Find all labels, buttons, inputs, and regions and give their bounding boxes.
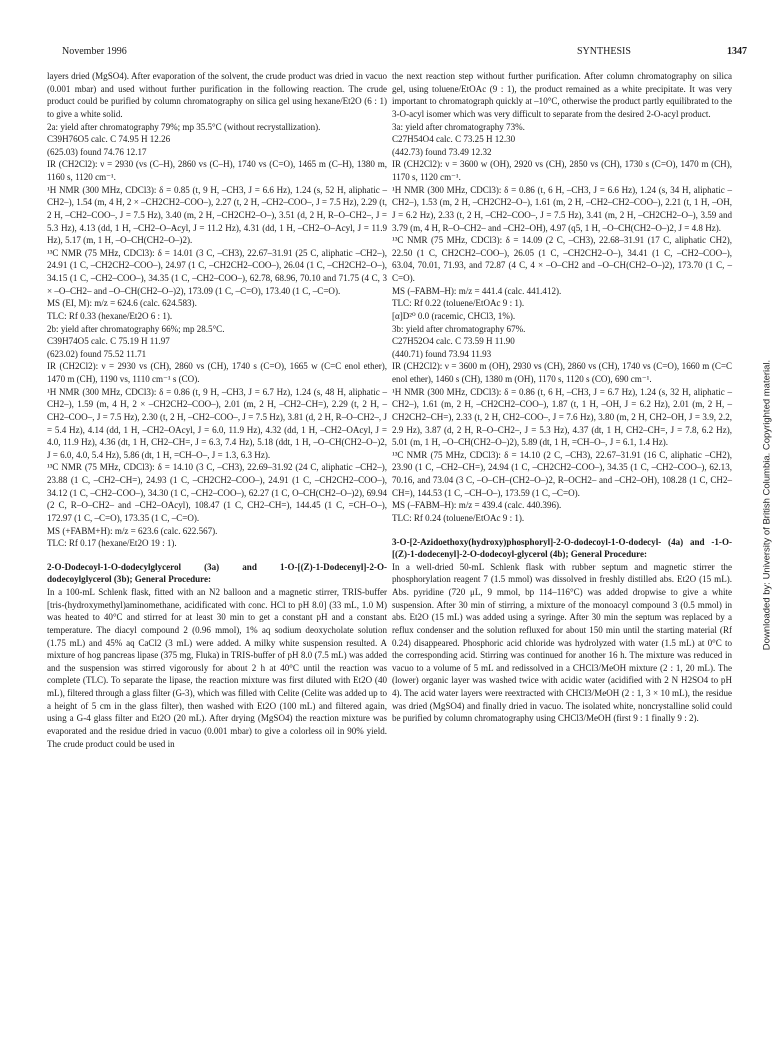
download-watermark-text: Downloaded by: University of British Columbia. Copyrighted material.: [761, 359, 773, 651]
paragraph: the next reaction step without further purification. After column chromatography on silica gel, using toluene/EtOAc (9 : 1), the product remained as a white precipitate. It was very important to chromatograph quickly at –10°C, otherwise the product partly equilibrated to the 3-O-acyl isomer which was very difficult to separate from the desired 2-O-acyl product.: [392, 71, 732, 119]
analysis-line: C39H76O5 calc. C 74.95 H 12.26: [47, 134, 171, 145]
ir-data: IR (CH2Cl2): ν = 2930 vs (CH), 2860 vs (CH), 1740 s (C=O), 1665 w (C=C enol ether), 1470 m (CH), 1190 vs, 1110 cm⁻¹ s (CO).: [47, 361, 387, 384]
paragraph: 2a: yield after chromatography 79%; mp 35.5°C (without recrystallization).: [47, 121, 321, 132]
ms-data: MS (–FABM–H): m/z = 441.4 (calc. 441.412).: [392, 285, 562, 296]
nmr-13c-data: ¹³C NMR (75 MHz, CDCl3): δ = 14.10 (2 C, –CH3), 22.67–31.91 (16 C, aliphatic –CH2), 23.90 (1 C, –CH2–CH=), 24.94 (1 C, –CH2CH2–COO–), 34.35 (1 C, –CH2–COO–), 62.13, 70.16, and 73.04 (3 C, –O–CH–(CH2–O–)2, R–OCH2– and –CH2–OH), 108.28 (1 C, CH2–CH=), 144.53 (1 C, –CH–O–), 173.59 (1 C, –C=O).: [392, 449, 732, 498]
page-number: 1347: [727, 46, 747, 57]
analysis-line: C27H52O4 calc. C 73.59 H 11.90: [392, 336, 515, 347]
paragraph: 2b: yield after chromatography 66%; mp 28.5°C.: [47, 323, 225, 334]
nmr-1h-data: ¹H NMR (300 MHz, CDCl3): δ = 0.85 (t, 9 H, –CH3, J = 6.6 Hz), 1.24 (s, 52 H, aliphatic –CH2–), 1.54 (m, 4 H, 2 × –CH2CH2–COO–), 2.27 (t, 2 H, –CH2–COO–, J = 7.5 Hz), 2.29 (t, 2 H, –CH2–COO–, J = 7.5 Hz), 3.40 (m, 2 H, –CH2CH2–O–), 3.51 (d, 2 H, R–O–CH2–, J = 5.3 Hz), 4.13 (dd, 1 H, –CH2–O–Acyl, J = 11.2 Hz), 4.31 (dd, 1 H, –CH2–O–Acyl, J = 11.9 Hz), 5.17 (m, 1 H, –O–CH(CH2–O–)2).: [47, 184, 387, 246]
nmr-13c-data: ¹³C NMR (75 MHz, CDCl3): δ = 14.10 (3 C, –CH3), 22.69–31.92 (24 C, aliphatic –CH2–), 23.88 (1 C, –CH2–CH=), 24.93 (1 C, –CH2CH2–COO–), 24.91 (1 C, –CH2CH2–COO–), 34.12 (1 C, –CH2–COO–), 34.30 (1 C, –CH2–COO–), 62.27 (1 C, O–CH(CH2–O–)2), 69.94 (2 C, R–O–CH2– and –CH2–OAcyl), 108.47 (1 C, CH2–CH=), 144.45 (1 C, =CH–O–), 172.97 (1 C, –C=O), 173.35 (1 C, –C=O).: [47, 462, 387, 523]
analysis-line: C39H74O5 calc. C 75.19 H 11.97: [47, 336, 170, 347]
ms-data: MS (–FABM–H): m/z = 439.4 (calc. 440.396).: [392, 500, 562, 511]
download-watermark: [762, 325, 772, 685]
right-column: [392, 70, 732, 725]
tlc-data: TLC: Rf 0.22 (toluene/EtOAc 9 : 1).: [392, 298, 525, 309]
procedure-paragraph: In a well-dried 50-mL Schlenk flask with rubber septum and magnetic stirrer the phosphorylation reagent 7 (1.5 mmol) was dissolved in freshly distilled abs. Et2O (15 mL). Abs. pyridine (720 μL, 9 mmol, bp 114–116°C) was added dropwise to give a white suspension. After 30 min of stirring, a mixture of the monoacyl compound 3 (0.5 mmol) in abs. Et2O (15 mL) was added using a syringe. After 30 min the septum was replaced by a reflux condenser and the solution refluxed for about 150 min until the starting material (Rf 0.24) disappeared. Phosphoric acid chloride was hydrolyzed with water (1.5 mL) at 0°C to the corresponding acid. Stirring was continued for another 16 h. The mixture was reduced in vacuo to a volume of 5 mL and redissolved in a CHCl3/MeOH mixture (2 : 1, 20 mL). The (lower) organic layer was washed twice with acidic water (acidified with 2 N H2SO4 to pH 4). The acid water layers were reextracted with CHCl3/MeOH (2 : 1, 3 × 10 mL), the residue was dried (MgSO4) and finally dried in vacuo. The isolated white, noncrystalline solid could be purified by column chromatography using CHCl3/MeOH (first 9 : 1 finally 9 : 2).: [392, 561, 732, 724]
running-header-journal: SYNTHESIS: [577, 46, 631, 57]
procedure-paragraph: In a 100-mL Schlenk flask, fitted with an N2 balloon and a magnetic stirrer, TRIS-buffer [tris-(hydroxymethyl)aminomethane, acidificated with conc. HCl to pH 8.0] (33 mL, 1.0 M) was heated to 40°C and stirred for at least 30 min to get a constant pH and a constant temperature. The diacyl compound 2 (0.96 mmol), 1% aq sodium deoxycholate solution (1.75 mL) and 45% aq CaCl2 (3 mL) were added. A milky white suspension resulted. A mixture of hog pancreas lipase (375 mg, Fluka) in TRIS-buffer of pH 8.0 (7.5 mL) was added and the suspension was stirred vigorously for about 2 h at 40°C until the reaction was complete (TLC). To separate the lipase, the reaction mixture was first diluted with Et2O (40 mL), filtered through a glass filter (G-3), which was filled with Celite (Celite was added up to a height of 5 cm in the glass filter), then washed with Et2O (100 mL) and filtered again, using a G-4 glass filter and Et2O (20 mL). After drying (MgSO4) the reaction mixture was evaporated and the residue dried in vacuo (0.001 mbar) to give a colorless oil in 90% yield. The crude product could be used in: [47, 587, 387, 749]
analysis-line: C27H54O4 calc. C 73.25 H 12.30: [392, 134, 516, 145]
section-heading: 3-O-[2-Azidoethoxy(hydroxy)phosphoryl]-2-O-dodecoyl-1-O-dodecyl- (4a) and -1-O-[(Z)-1-dodecenyl]-2-O-dodecoyl-glycerol (4b); General Procedure:: [392, 536, 732, 560]
running-header-date: November 1996: [62, 46, 127, 57]
nmr-1h-data: ¹H NMR (300 MHz, CDCl3): δ = 0.86 (t, 6 H, –CH3, J = 6.6 Hz), 1.24 (s, 34 H, aliphatic –CH2–), 1.53 (m, 2 H, –CH2CH2–O–), 1.61 (m, 2 H, –CH2–CH2–COO–), 2.21 (t, 1 H, –OH, J = 6.2 Hz), 2.33 (t, 2 H, –CH2–COO–, J = 7.5 Hz), 3.41 (m, 2 H, –CH2CH2–O–), 3.59 and 3.79 (m, 4 H, R–O–CH2– and –CH2–OH), 4.97 (q5, 1 H, –O–CH(CH2–O–)2, J = 4.8 Hz).: [392, 184, 732, 233]
ir-data: IR (CH2Cl2): ν = 2930 (vs (C–H), 2860 vs (C–H), 1740 vs (C=O), 1465 m (C–H), 1380 m, 1160 s, 1120 cm⁻¹.: [47, 159, 387, 182]
ms-data: MS (EI, M): m/z = 624.6 (calc. 624.583).: [47, 298, 197, 309]
nmr-1h-data: ¹H NMR (300 MHz, CDCl3): δ = 0.86 (t, 9 H, –CH3, J = 6.7 Hz), 1.24 (s, 48 H, aliphatic –CH2–), 1.59 (m, 4 H, 2 × –CH2CH2–COO–), 2.01 (m, 2 H, –CH2–CH=), 2.29 (t, 2 H, –CH2–COO–, J = 7.5 Hz), 2.30 (t, 2 H, –CH2–COO–, J = 7.5 Hz), 3.81 (d, 2 H, R–O–CH2–, J = 5.4 Hz), 4.14 (dd, 1 H, –CH2–OAcyl, J = 6.0, 11.9 Hz), 4.32 (dd, 1 H, –CH2–OAcyl, J = 4.0, 11.9 Hz), 4.36 (dt, 1 H, CH2–CH=, J = 6.3, 7.4 Hz), 5.18 (ddt, 1 H, –O–CH(CH2–O–)2, J = 6.0, 4.0, 5.4 Hz), 5.86 (dt, 1 H, =CH–O–, J = 1.3, 6.3 Hz).: [47, 386, 387, 460]
tlc-data: TLC: Rf 0.33 (hexane/Et2O 6 : 1).: [47, 310, 173, 321]
tlc-data: TLC: Rf 0.17 (hexane/Et2O 19 : 1).: [47, 538, 177, 549]
nmr-13c-data: ¹³C NMR (75 MHz, CDCl3): δ = 14.09 (2 C, –CH3), 22.68–31.91 (17 C, aliphatic CH2), 22.50 (1 C, CH2CH2–COO–), 26.05 (1 C, –CH2CH2–O–), 34.41 (1 C, –CH2–COO–), 63.04, 70.01, 71.93, and 72.87 (4 C, 4 × –O–CH2 and –O–CH(CH2–O–)2), 173.70 (1 C, –C=O).: [392, 235, 732, 283]
optical-rotation: [α]D²⁰ 0.0 (racemic, CHCl3, 1%).: [392, 310, 516, 321]
analysis-line: (440.71) found 73.94 11.93: [392, 348, 492, 359]
left-column: [47, 70, 387, 750]
analysis-line: (442.73) found 73.49 12.32: [392, 146, 492, 157]
tlc-data: TLC: Rf 0.24 (toluene/EtOAc 9 : 1).: [392, 512, 525, 523]
ms-data: MS (+FABM+H): m/z = 623.6 (calc. 622.567).: [47, 525, 218, 536]
analysis-line: (623.02) found 75.52 11.71: [47, 348, 147, 359]
paragraph: 3a: yield after chromatography 73%.: [392, 121, 525, 132]
ir-data: IR (CH2Cl2): ν = 3600 w (OH), 2920 vs (CH), 2850 vs (CH), 1730 s (C=O), 1470 m (CH), 1170 s, 1120 cm⁻¹.: [392, 159, 732, 182]
ir-data: IR (CH2Cl2): ν = 3600 m (OH), 2930 vs (CH), 2860 vs (CH), 1740 vs (C=O), 1660 m (C=C enol ether), 1460 s (CH), 1380 m (OH), 1170 s, 1120 s (CO), 690 cm⁻¹.: [392, 361, 732, 384]
paragraph: layers dried (MgSO4). After evaporation of the solvent, the crude product was dried in vacuo (0.001 mbar) and used without further purification in the following reaction. The crude product could be purified by column chromatography on silica gel using hexane/Et2O (6 : 1) to give a white solid.: [47, 71, 387, 119]
nmr-1h-data: ¹H NMR (300 MHz, CDCl3): δ = 0.86 (t, 6 H, –CH3, J = 6.7 Hz), 1.24 (s, 32 H, aliphatic –CH2–), 1.61 (m, 2 H, –CH2CH2–COO–), 1.87 (t, 1 H, –OH, J = 6.2 Hz), 2.01 (m, 2 H, –CH2CH2–CH=), 2.33 (t, 2 H, CH2–COO–, J = 7.6 Hz), 3.80 (m, 2 H, CH2–OH, J = 3.9, 2.2, 2.9 Hz), 3.87 (d, 2 H, R–O–CH2–, J = 5.3 Hz), 4.37 (dt, 1 H, CH2–CH=, J = 7.8, 6.2 Hz), 5.01 (m, 1 H, –O–CH(CH2–O–)2), 5.89 (dt, 1 H, =CH–O–, J = 6.1, 1.4 Hz).: [392, 386, 732, 448]
section-heading: 2-O-Dodecoyl-1-O-dodecylglycerol (3a) and 1-O-[(Z)-1-Dodecenyl]-2-O-dodecoylglycerol (3b); General Procedure:: [47, 561, 387, 585]
paragraph: 3b: yield after chromatography 67%.: [392, 323, 526, 334]
nmr-13c-data: ¹³C NMR (75 MHz, CDCl3): δ = 14.01 (3 C, –CH3), 22.67–31.91 (25 C, aliphatic –CH2–), 24.91 (1 C, –CH2CH2–COO–), 24.97 (1 C, –CH2CH2–COO–), 26.04 (1 C, –CH2CH2–O–), 34.15 (1 C, –CH2–COO–), 34.35 (1 C, –CH2–COO–), 62.78, 68.96, 70.10 and 71.75 (4 C, 3 × –O–CH2– and –O–CH(CH2–O–)2), 173.09 (1 C, –C=O), 173.40 (1 C, –C=O).: [47, 247, 387, 296]
analysis-line: (625.03) found 74.76 12.17: [47, 146, 147, 157]
